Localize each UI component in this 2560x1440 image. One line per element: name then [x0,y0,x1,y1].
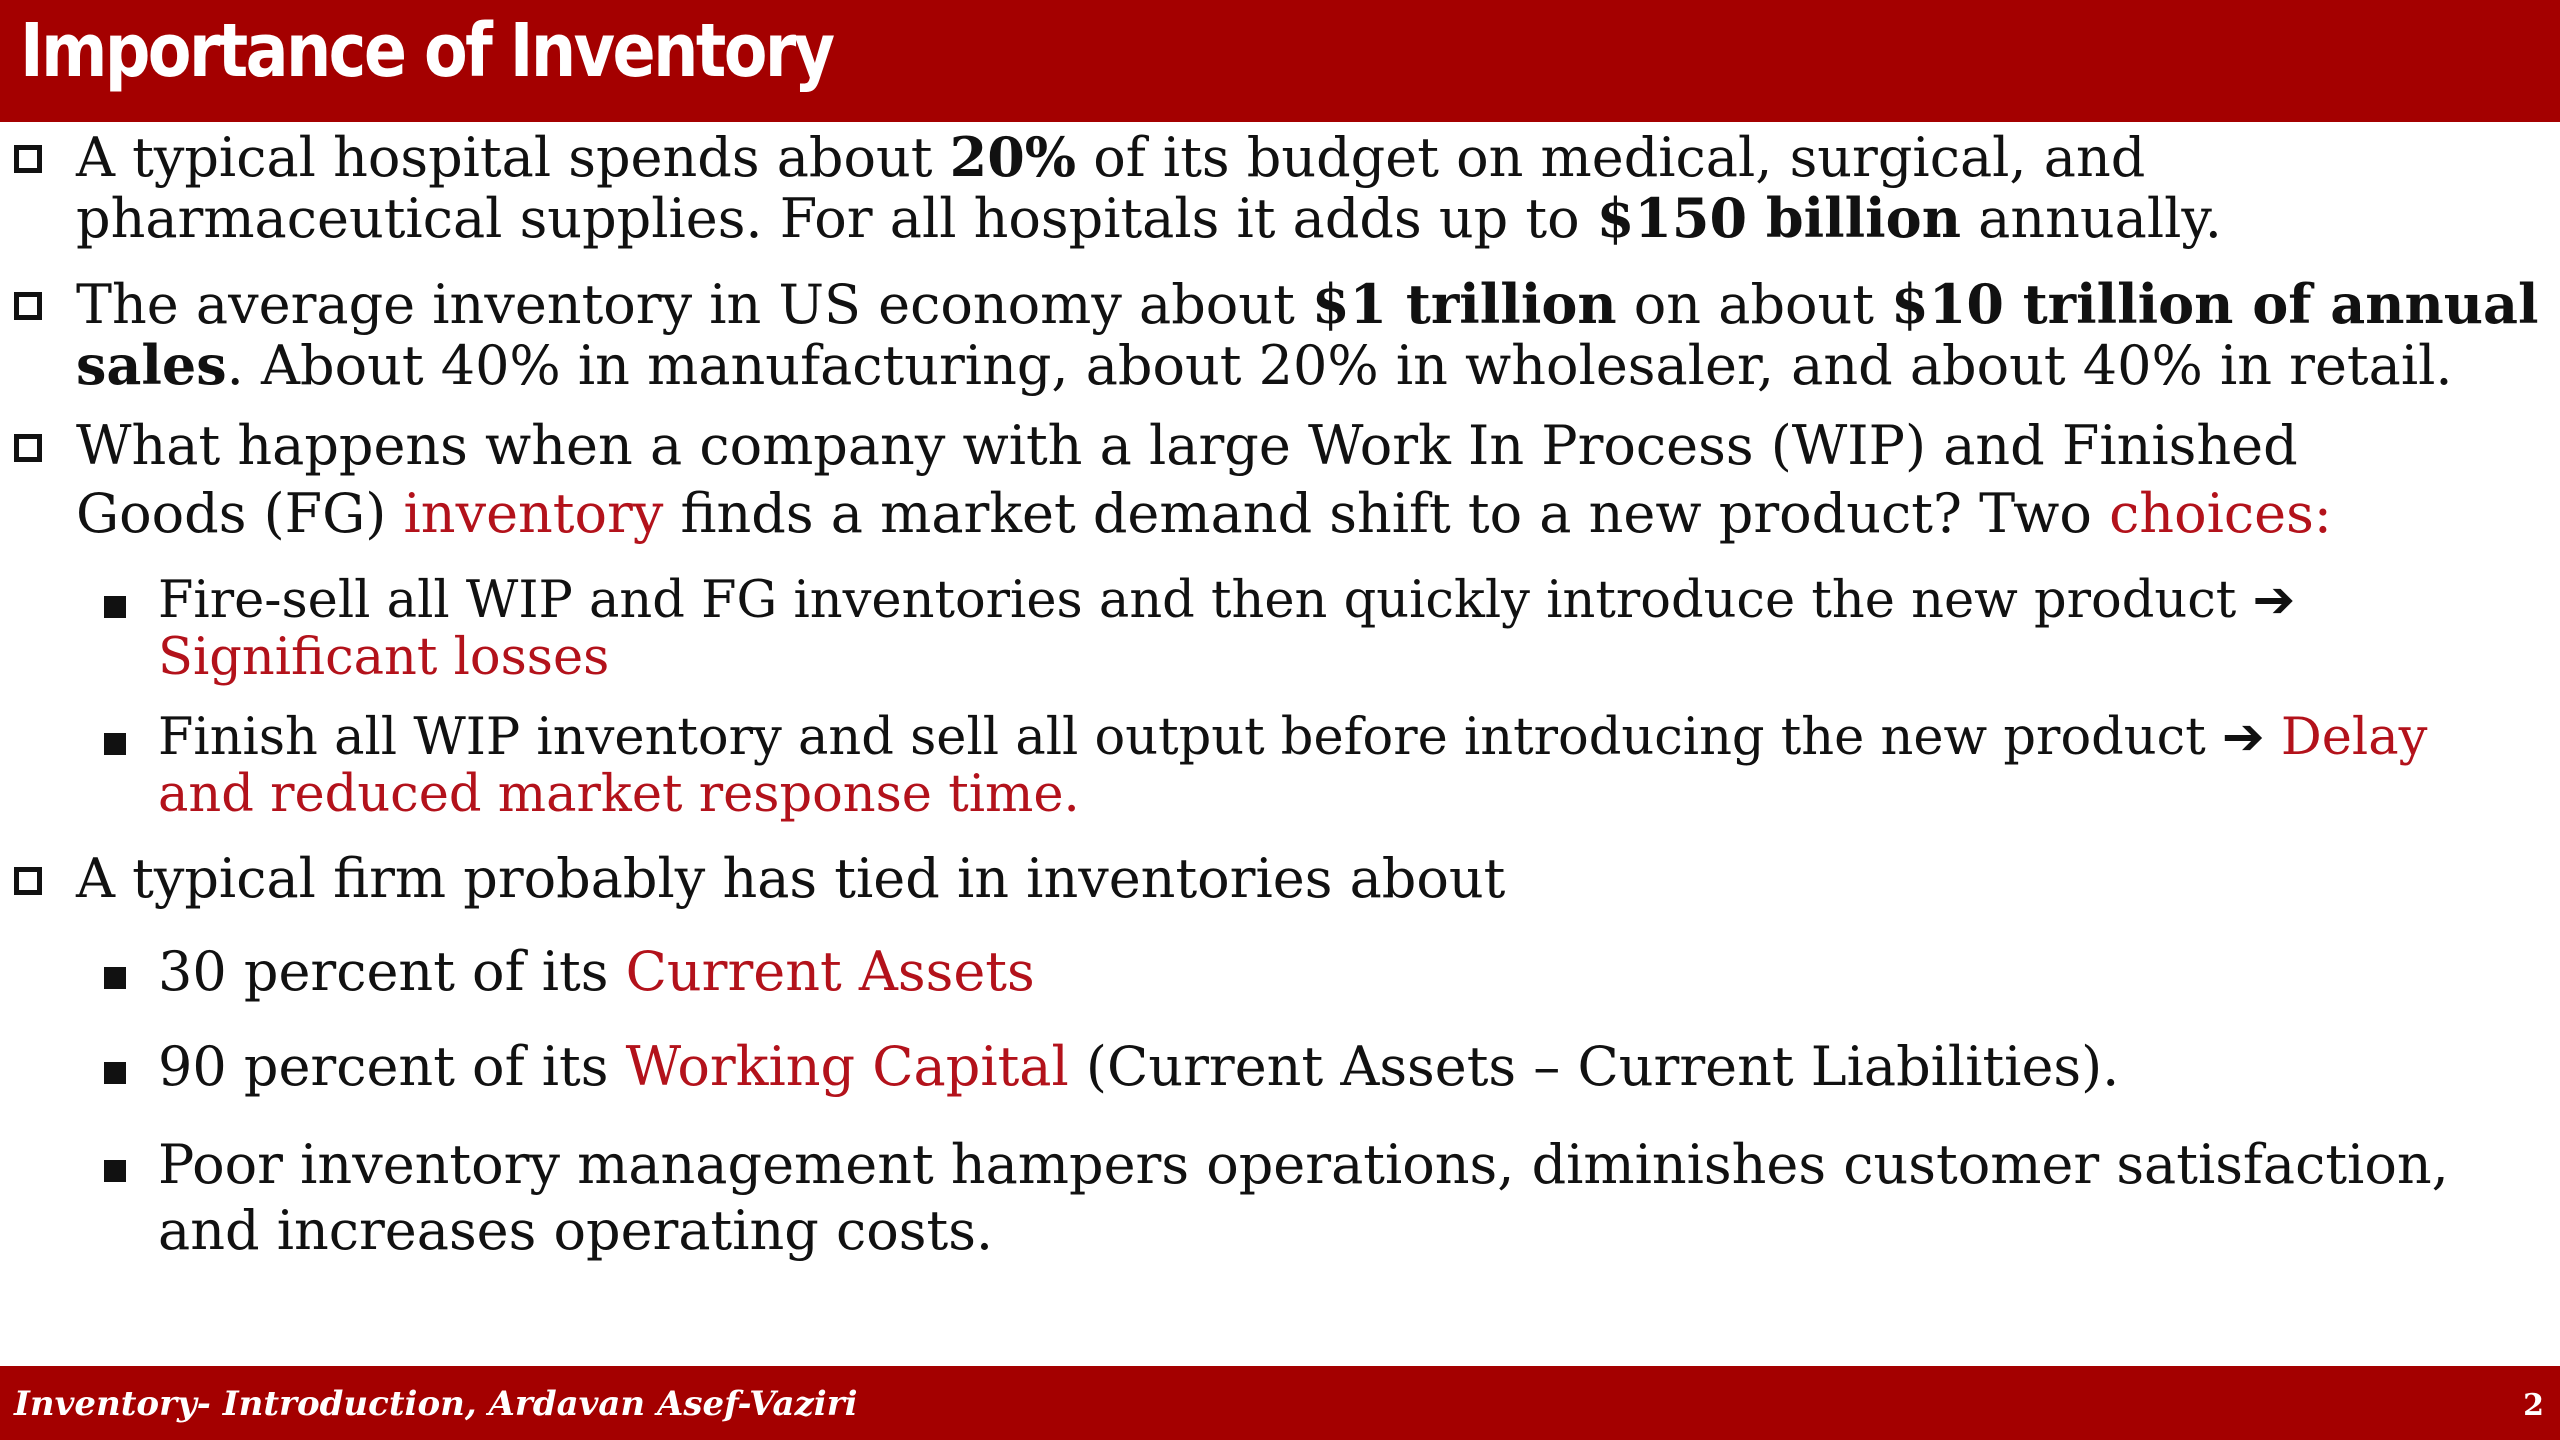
hollow-square-bullet-icon [14,867,42,895]
bullet-line: A typical firm probably has tied in inventories about [76,847,1506,910]
bullet-line [158,709,2538,766]
highlighted-text: Significant losses [158,628,610,687]
text-run: of its budget on medical, surgical, and [1076,126,2146,189]
filled-square-bullet-icon [104,967,126,989]
text-run: Goods (FG) [76,482,404,545]
text-run: Fire-sell all WIP and FG inventories and then quickly introduce the new product [158,571,2253,630]
text-run: finds a market demand shift to a new product? Two [663,482,2110,545]
title-bar [0,0,2560,122]
bullet-wip-fg-question [76,412,2536,548]
slide-title: Importance of Inventory [20,8,833,94]
filled-square-bullet-icon [104,733,126,755]
text-run: The average inventory in US economy about [76,273,1312,336]
bullet-hospital-spending [76,127,2536,249]
bold-text: $10 trillion of annual [1891,272,2539,336]
highlighted-text: Delay [2264,708,2428,767]
filled-square-bullet-icon [104,1062,126,1084]
right-arrow-icon: ➔ [2252,571,2296,630]
footer-caption: Inventory- Introduction, Ardavan Asef-Vaziri [14,1384,858,1424]
filled-square-bullet-icon [104,596,126,618]
text-run: 90 percent of its [158,1035,626,1098]
subbullet-finish-wip [158,709,2538,823]
bold-text: $1 trillion [1311,272,1617,336]
filled-square-bullet-icon [104,1160,126,1182]
text-run: A typical hospital spends about [76,126,950,189]
highlighted-text: Current Assets [625,940,1035,1003]
bullet-line [158,1036,2538,1098]
text-run: Finish all WIP inventory and sell all output before introducing the new product [158,708,2222,767]
bullet-line: and increases operating costs. [158,1199,994,1262]
highlighted-text: inventory [403,482,664,545]
bold-text: 20% [949,125,1077,189]
text-run: annually. [1960,187,2222,250]
bullet-line [76,335,2536,396]
bullet-line: Poor inventory management hampers operations, diminishes customer satisfaction, [158,1133,2449,1196]
text-run: 30 percent of its [158,940,626,1003]
bullet-line [158,572,2538,629]
hollow-square-bullet-icon [14,145,42,173]
bullet-line [158,941,2538,1003]
bullet-line [76,127,2536,188]
subbullet-current-assets [158,941,2538,1003]
bold-text: sales [76,333,227,397]
footer-bar [0,1366,2560,1440]
text-run: . About 40% in manufacturing, about 20% in wholesaler, and about 40% in retail. [226,334,2453,397]
highlighted-text: and reduced market response time. [158,765,1080,824]
text-run: on about [1616,273,1892,336]
highlighted-text: choices: [2109,482,2332,545]
bold-text: $150 billion [1596,186,1961,250]
highlighted-text: Working Capital [625,1035,1069,1098]
right-arrow-icon: ➔ [2221,708,2265,767]
subbullet-fire-sell [158,572,2538,686]
bullet-line [76,272,2539,336]
subbullet-poor-management [158,1132,2538,1264]
hollow-square-bullet-icon [14,292,42,320]
text-run: pharmaceutical supplies. For all hospitals it adds up to [76,187,1597,250]
subbullet-working-capital [158,1036,2538,1098]
page-number: 2 [2523,1388,2544,1423]
hollow-square-bullet-icon [14,434,42,462]
bullet-line [76,480,2536,548]
bullet-line: What happens when a company with a large Work In Process (WIP) and Finished [76,414,2298,477]
text-run: (Current Assets – Current Liabilities). [1068,1035,2120,1098]
bullet-us-inventory [76,272,2539,397]
bullet-typical-firm [76,849,2536,909]
bullet-line [76,188,2536,249]
